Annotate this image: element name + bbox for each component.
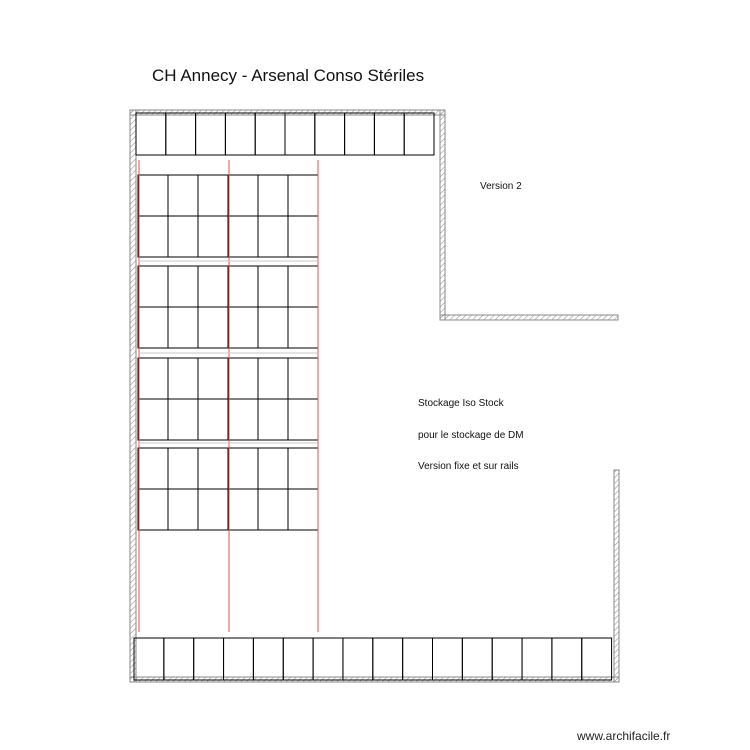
shelf-cell bbox=[258, 399, 288, 440]
version-label: Version 2 bbox=[480, 181, 522, 192]
shelf-cell bbox=[258, 448, 288, 489]
shelf-cell bbox=[168, 266, 198, 307]
shelving-units bbox=[134, 113, 612, 680]
shelf-cell bbox=[313, 638, 343, 680]
shelf-cell bbox=[404, 113, 434, 155]
shelf-cell bbox=[138, 266, 168, 307]
shelf-cell bbox=[168, 358, 198, 399]
shelf-cell bbox=[138, 358, 168, 399]
shelf-cell bbox=[285, 113, 315, 155]
shelf-cell bbox=[138, 307, 168, 348]
shelf-cell bbox=[462, 638, 492, 680]
shelf-cell bbox=[522, 638, 552, 680]
shelf-cell bbox=[198, 307, 228, 348]
shelf-cell bbox=[168, 399, 198, 440]
shelf-cell bbox=[138, 448, 168, 489]
shelf-cell bbox=[138, 175, 168, 216]
shelf-cell bbox=[288, 266, 318, 307]
shelf-cell bbox=[228, 399, 258, 440]
shelf-cell bbox=[258, 489, 288, 530]
shelf-cell bbox=[138, 489, 168, 530]
shelf-cell bbox=[225, 113, 255, 155]
shelf-cell bbox=[582, 638, 612, 680]
shelf-cell bbox=[258, 307, 288, 348]
shelf-cell bbox=[168, 448, 198, 489]
shelf-cell bbox=[224, 638, 254, 680]
shelf-cell bbox=[433, 638, 463, 680]
shelf-cell bbox=[198, 448, 228, 489]
shelf-cell bbox=[258, 216, 288, 257]
shelf-cell bbox=[196, 113, 226, 155]
shelf-cell bbox=[253, 638, 283, 680]
shelf-cell bbox=[258, 266, 288, 307]
shelf-cell bbox=[228, 175, 258, 216]
shelf-cell bbox=[343, 638, 373, 680]
shelf-cell bbox=[168, 307, 198, 348]
shelf-cell bbox=[288, 358, 318, 399]
wall-segment bbox=[130, 110, 136, 682]
wall-segment bbox=[440, 315, 618, 320]
shelf-cell bbox=[228, 448, 258, 489]
shelf-cell bbox=[164, 638, 194, 680]
walls bbox=[130, 110, 619, 682]
shelf-cell bbox=[288, 489, 318, 530]
shelf-cell bbox=[198, 399, 228, 440]
shelf-cell bbox=[134, 638, 164, 680]
shelf-cell bbox=[315, 113, 345, 155]
shelf-cell bbox=[228, 307, 258, 348]
shelf-cell bbox=[258, 175, 288, 216]
shelf-cell bbox=[168, 216, 198, 257]
shelf-cell bbox=[492, 638, 522, 680]
storage-note bbox=[418, 378, 524, 483]
shelf-cell bbox=[198, 489, 228, 530]
shelf-cell bbox=[198, 266, 228, 307]
shelf-cell bbox=[198, 175, 228, 216]
shelf-cell bbox=[258, 358, 288, 399]
shelf-cell bbox=[255, 113, 285, 155]
shelf-cell bbox=[552, 638, 582, 680]
shelf-cell bbox=[198, 358, 228, 399]
shelf-cell bbox=[288, 307, 318, 348]
plan-title: CH Annecy - Arsenal Conso Stériles bbox=[152, 66, 425, 85]
shelf-cell bbox=[228, 489, 258, 530]
shelf-cell bbox=[198, 216, 228, 257]
shelf-cell bbox=[138, 399, 168, 440]
shelf-cell bbox=[228, 358, 258, 399]
shelf-cell bbox=[228, 266, 258, 307]
shelf-cell bbox=[345, 113, 375, 155]
storage-note-line: Version fixe et sur rails bbox=[418, 461, 519, 472]
shelf-cell bbox=[288, 216, 318, 257]
shelf-cell bbox=[374, 113, 404, 155]
shelf-cell bbox=[403, 638, 433, 680]
shelf-cell bbox=[166, 113, 196, 155]
shelf-cell bbox=[138, 216, 168, 257]
storage-note-line: Stockage Iso Stock bbox=[418, 398, 504, 409]
shelf-cell bbox=[228, 216, 258, 257]
shelf-cell bbox=[194, 638, 224, 680]
shelf-cell bbox=[288, 175, 318, 216]
wall-segment bbox=[440, 110, 445, 320]
shelf-cell bbox=[288, 448, 318, 489]
shelf-cell bbox=[168, 489, 198, 530]
shelf-cell bbox=[288, 399, 318, 440]
watermark: www.archifacile.fr bbox=[577, 729, 671, 743]
shelf-cell bbox=[283, 638, 313, 680]
shelf-cell bbox=[168, 175, 198, 216]
storage-note-line: pour le stockage de DM bbox=[418, 429, 524, 441]
shelf-cell bbox=[136, 113, 166, 155]
shelf-cell bbox=[373, 638, 403, 680]
wall-segment bbox=[614, 470, 619, 682]
